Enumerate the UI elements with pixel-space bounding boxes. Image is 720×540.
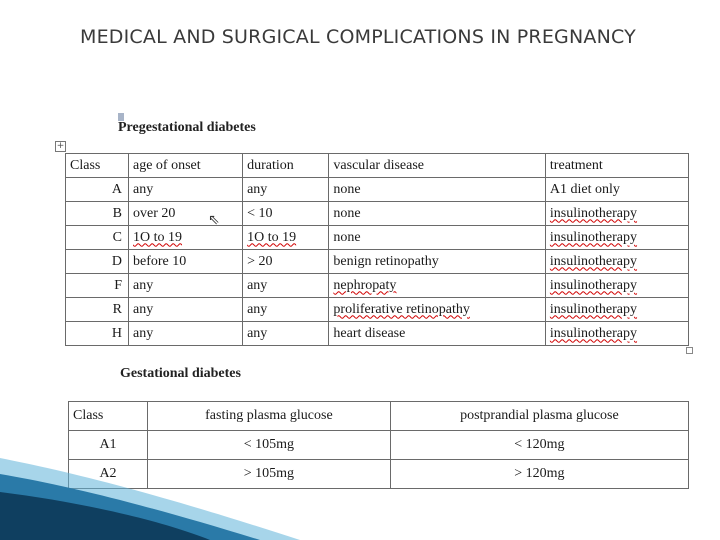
gestational-heading: Gestational diabetes	[120, 366, 241, 381]
table-cell: A1 diet only	[545, 178, 688, 202]
table-cell: any	[129, 322, 243, 346]
table-cell: none	[329, 226, 546, 250]
table-cell: proliferative retinopathy	[329, 298, 546, 322]
table-cell: any	[243, 178, 329, 202]
table-row	[66, 178, 689, 202]
table-cell: < 10	[243, 202, 329, 226]
table-cell: nephropaty	[329, 274, 546, 298]
table-cell: any	[129, 298, 243, 322]
table-cell: any	[243, 274, 329, 298]
table-cell: > 120mg	[390, 460, 688, 489]
column-header: age of onset	[129, 154, 243, 178]
table-row	[66, 202, 689, 226]
table-move-handle-icon[interactable]: +	[56, 141, 65, 151]
table-cell: insulinotherapy	[545, 322, 688, 346]
table-header-row	[66, 154, 689, 178]
table-cell: H	[66, 322, 129, 346]
slide-title: MEDICAL AND SURGICAL COMPLICATIONS IN PREGNANCY	[80, 26, 636, 48]
table-cell: insulinotherapy	[545, 202, 688, 226]
pregestational-table	[65, 153, 689, 346]
table-cell: none	[329, 178, 546, 202]
column-header: duration	[243, 154, 329, 178]
table-cell: 1O to 19	[129, 226, 243, 250]
table-cell: A	[66, 178, 129, 202]
column-header: postprandial plasma glucose	[390, 402, 688, 431]
table-cell: A2	[69, 460, 148, 489]
table-cell: > 105mg	[148, 460, 391, 489]
column-header: Class	[66, 154, 129, 178]
table-cell: any	[243, 298, 329, 322]
table-row	[66, 250, 689, 274]
table-cell: benign retinopathy	[329, 250, 546, 274]
table-cell: insulinotherapy	[545, 274, 688, 298]
table-cell: insulinotherapy	[545, 226, 688, 250]
table-cell: < 120mg	[390, 431, 688, 460]
table-cell: F	[66, 274, 129, 298]
table-cell: insulinotherapy	[545, 250, 688, 274]
table-cell: insulinotherapy	[545, 298, 688, 322]
table-cell: any	[243, 322, 329, 346]
table-cell: > 20	[243, 250, 329, 274]
table-cell: D	[66, 250, 129, 274]
pregestational-heading: Pregestational diabetes	[118, 120, 256, 135]
table-row	[66, 322, 689, 346]
table-row	[66, 274, 689, 298]
table-cell: over 20	[129, 202, 243, 226]
table-cell: C	[66, 226, 129, 250]
column-header: Class	[69, 402, 148, 431]
table-cell: any	[129, 274, 243, 298]
table-cell: before 10	[129, 250, 243, 274]
slide-decoration-swoosh	[0, 440, 300, 540]
table-row	[66, 298, 689, 322]
column-header: vascular disease	[329, 154, 546, 178]
table-cell: A1	[69, 431, 148, 460]
table-header-row	[69, 402, 689, 431]
table-row	[66, 226, 689, 250]
table-cell: B	[66, 202, 129, 226]
column-header: fasting plasma glucose	[148, 402, 391, 431]
column-header: treatment	[545, 154, 688, 178]
mouse-cursor-icon: ⇖	[208, 212, 220, 228]
table-cell: none	[329, 202, 546, 226]
table-resize-handle-icon[interactable]	[686, 347, 693, 354]
table-cell: any	[129, 178, 243, 202]
table-cell: R	[66, 298, 129, 322]
table-cell: 1O to 19	[243, 226, 329, 250]
table-cell: < 105mg	[148, 431, 391, 460]
table-cell: heart disease	[329, 322, 546, 346]
